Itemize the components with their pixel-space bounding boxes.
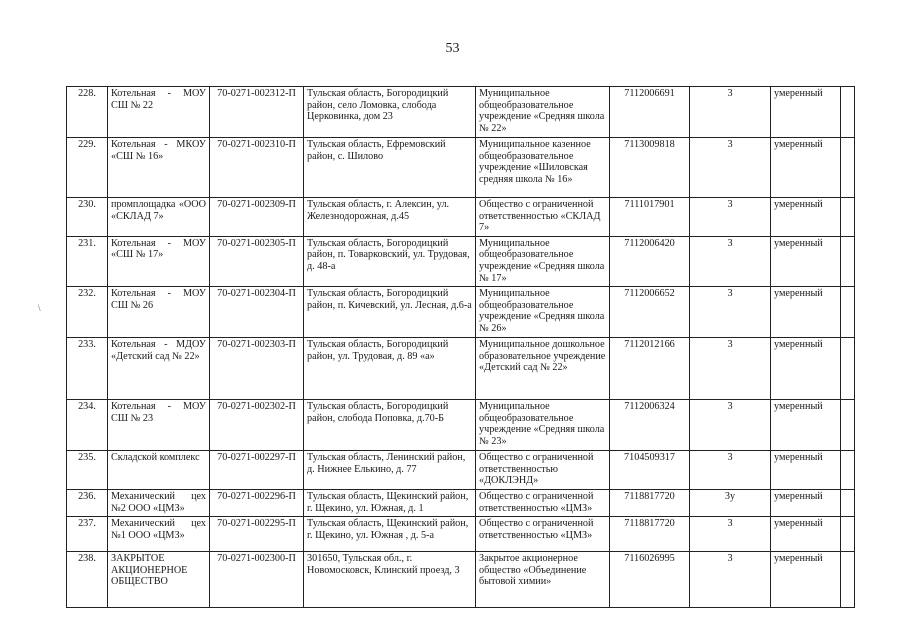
stray-mark: \ bbox=[38, 303, 41, 313]
operator-name-cell: Общество с ограниченной ответственностью «ДОКЛЭНД» bbox=[476, 451, 610, 490]
risk-level-cell: умеренный bbox=[771, 552, 841, 608]
blank-cell bbox=[841, 138, 855, 198]
registration-code-cell: 70-0271-002310-П bbox=[210, 138, 304, 198]
operator-name-cell: Муниципальное общеобразовательное учреждение «Средняя школа № 22» bbox=[476, 87, 610, 138]
operator-name-cell: Муниципальное дошкольное образовательное учреждение «Детский сад № 22» bbox=[476, 338, 610, 400]
risk-level-cell: умеренный bbox=[771, 287, 841, 338]
facility-name-cell: Механический цех №1 ООО «ЦМЗ» bbox=[108, 517, 210, 552]
facility-address-cell: Тульская область, Щекинский район, г. Щекино, ул. Южная , д. 5-а bbox=[304, 517, 476, 552]
inn-cell: 7112012166 bbox=[610, 338, 690, 400]
facility-name-cell: Котельная - МОУ «СШ № 17» bbox=[108, 236, 210, 286]
inn-cell: 7116026995 bbox=[610, 552, 690, 608]
row-number-cell: 233. bbox=[67, 338, 108, 400]
registration-code-cell: 70-0271-002295-П bbox=[210, 517, 304, 552]
registration-code-cell: 70-0271-002300-П bbox=[210, 552, 304, 608]
inn-cell: 7104509317 bbox=[610, 451, 690, 490]
hazard-class-cell: 3 bbox=[690, 287, 771, 338]
operator-name-cell: Муниципальное общеобразовательное учреждение «Средняя школа № 17» bbox=[476, 236, 610, 286]
inn-cell: 7118817720 bbox=[610, 517, 690, 552]
operator-name-cell: Муниципальное казенное общеобразовательное учреждение «Шиловская средняя школа № 16» bbox=[476, 138, 610, 198]
row-number-cell: 234. bbox=[67, 400, 108, 451]
operator-name-cell: Муниципальное общеобразовательное учреждение «Средняя школа № 23» bbox=[476, 400, 610, 451]
inn-cell: 7113009818 bbox=[610, 138, 690, 198]
inn-cell: 7112006652 bbox=[610, 287, 690, 338]
facility-address-cell: Тульская область, Богородицкий район, п. Кичевский, ул. Лесная, д.6-а bbox=[304, 287, 476, 338]
blank-cell bbox=[841, 87, 855, 138]
row-number-cell: 232. bbox=[67, 287, 108, 338]
blank-cell bbox=[841, 338, 855, 400]
blank-cell bbox=[841, 287, 855, 338]
hazard-class-cell: 3 bbox=[690, 87, 771, 138]
table-body bbox=[67, 87, 855, 608]
operator-name-cell: Общество с ограниченной ответственностью «СКЛАД 7» bbox=[476, 198, 610, 237]
table-row bbox=[67, 198, 855, 237]
facility-address-cell: 301650, Тульская обл., г. Новомосковск, Клинский проезд, 3 bbox=[304, 552, 476, 608]
inn-cell: 7118817720 bbox=[610, 489, 690, 516]
table-row bbox=[67, 338, 855, 400]
facility-registry-table bbox=[66, 86, 855, 608]
blank-cell bbox=[841, 236, 855, 286]
hazard-class-cell: 3 bbox=[690, 338, 771, 400]
inn-cell: 7111017901 bbox=[610, 198, 690, 237]
registration-code-cell: 70-0271-002309-П bbox=[210, 198, 304, 237]
risk-level-cell: умеренный bbox=[771, 138, 841, 198]
table-row bbox=[67, 400, 855, 451]
risk-level-cell: умеренный bbox=[771, 236, 841, 286]
operator-name-cell: Закрытое акционерное общество «Объединение бытовой химии» bbox=[476, 552, 610, 608]
inn-cell: 7112006324 bbox=[610, 400, 690, 451]
table-row bbox=[67, 87, 855, 138]
facility-name-cell: Котельная - МКОУ «СШ № 16» bbox=[108, 138, 210, 198]
operator-name-cell: Общество с ограниченной ответственностью «ЦМЗ» bbox=[476, 489, 610, 516]
hazard-class-cell: 3 bbox=[690, 400, 771, 451]
risk-level-cell: умеренный bbox=[771, 489, 841, 516]
table-row bbox=[67, 138, 855, 198]
table-row bbox=[67, 287, 855, 338]
facility-address-cell: Тульская область, Богородицкий район, село Ломовка, слобода Церковинка, дом 23 bbox=[304, 87, 476, 138]
facility-name-cell: Котельная - МОУ СШ № 22 bbox=[108, 87, 210, 138]
hazard-class-cell: 3 bbox=[690, 198, 771, 237]
hazard-class-cell: 3 bbox=[690, 517, 771, 552]
hazard-class-cell: 3 bbox=[690, 236, 771, 286]
facility-address-cell: Тульская область, Богородицкий район, слобода Поповка, д.70-Б bbox=[304, 400, 476, 451]
facility-name-cell: Котельная - МДОУ «Детский сад № 22» bbox=[108, 338, 210, 400]
registration-code-cell: 70-0271-002312-П bbox=[210, 87, 304, 138]
table-row bbox=[67, 552, 855, 608]
row-number-cell: 229. bbox=[67, 138, 108, 198]
table-row bbox=[67, 451, 855, 490]
facility-name-cell: Механический цех №2 ООО «ЦМЗ» bbox=[108, 489, 210, 516]
registration-code-cell: 70-0271-002304-П bbox=[210, 287, 304, 338]
hazard-class-cell: 3у bbox=[690, 489, 771, 516]
row-number-cell: 238. bbox=[67, 552, 108, 608]
registration-code-cell: 70-0271-002305-П bbox=[210, 236, 304, 286]
row-number-cell: 231. bbox=[67, 236, 108, 286]
blank-cell bbox=[841, 489, 855, 516]
operator-name-cell: Муниципальное общеобразовательное учреждение «Средняя школа № 26» bbox=[476, 287, 610, 338]
risk-level-cell: умеренный bbox=[771, 400, 841, 451]
table-row bbox=[67, 236, 855, 286]
operator-name-cell: Общество с ограниченной ответственностью «ЦМЗ» bbox=[476, 517, 610, 552]
hazard-class-cell: 3 bbox=[690, 552, 771, 608]
page-number: 53 bbox=[445, 41, 460, 56]
blank-cell bbox=[841, 400, 855, 451]
facility-name-cell: Складской комплекс bbox=[108, 451, 210, 490]
row-number-cell: 228. bbox=[67, 87, 108, 138]
registration-code-cell: 70-0271-002302-П bbox=[210, 400, 304, 451]
risk-level-cell: умеренный bbox=[771, 451, 841, 490]
risk-level-cell: умеренный bbox=[771, 517, 841, 552]
inn-cell: 7112006420 bbox=[610, 236, 690, 286]
row-number-cell: 230. bbox=[67, 198, 108, 237]
registration-code-cell: 70-0271-002303-П bbox=[210, 338, 304, 400]
inn-cell: 7112006691 bbox=[610, 87, 690, 138]
facility-address-cell: Тульская область, Ефремовский район, с. Шилово bbox=[304, 138, 476, 198]
risk-level-cell: умеренный bbox=[771, 338, 841, 400]
risk-level-cell: умеренный bbox=[771, 87, 841, 138]
row-number-cell: 235. bbox=[67, 451, 108, 490]
table-row bbox=[67, 517, 855, 552]
facility-address-cell: Тульская область, Богородицкий район, п. Товарковский, ул. Трудовая, д. 48-а bbox=[304, 236, 476, 286]
blank-cell bbox=[841, 552, 855, 608]
blank-cell bbox=[841, 517, 855, 552]
facility-address-cell: Тульская область, г. Алексин, ул. Железнодорожная, д.45 bbox=[304, 198, 476, 237]
risk-level-cell: умеренный bbox=[771, 198, 841, 237]
table-row bbox=[67, 489, 855, 516]
row-number-cell: 236. bbox=[67, 489, 108, 516]
blank-cell bbox=[841, 198, 855, 237]
blank-cell bbox=[841, 451, 855, 490]
hazard-class-cell: 3 bbox=[690, 451, 771, 490]
facility-address-cell: Тульская область, Ленинский район, д. Нижнее Елькино, д. 77 bbox=[304, 451, 476, 490]
registration-code-cell: 70-0271-002297-П bbox=[210, 451, 304, 490]
row-number-cell: 237. bbox=[67, 517, 108, 552]
hazard-class-cell: 3 bbox=[690, 138, 771, 198]
registration-code-cell: 70-0271-002296-П bbox=[210, 489, 304, 516]
facility-address-cell: Тульская область, Богородицкий район, ул. Трудовая, д. 89 «а» bbox=[304, 338, 476, 400]
facility-name-cell: Котельная - МОУ СШ № 23 bbox=[108, 400, 210, 451]
facility-name-cell: Котельная - МОУ СШ № 26 bbox=[108, 287, 210, 338]
facility-name-cell: промплощадка «ООО «СКЛАД 7» bbox=[108, 198, 210, 237]
facility-name-cell: ЗАКРЫТОЕ АКЦИОНЕРНОЕ ОБЩЕСТВО bbox=[108, 552, 210, 608]
facility-address-cell: Тульская область, Щекинский район, г. Щекино, ул. Южная, д. 1 bbox=[304, 489, 476, 516]
